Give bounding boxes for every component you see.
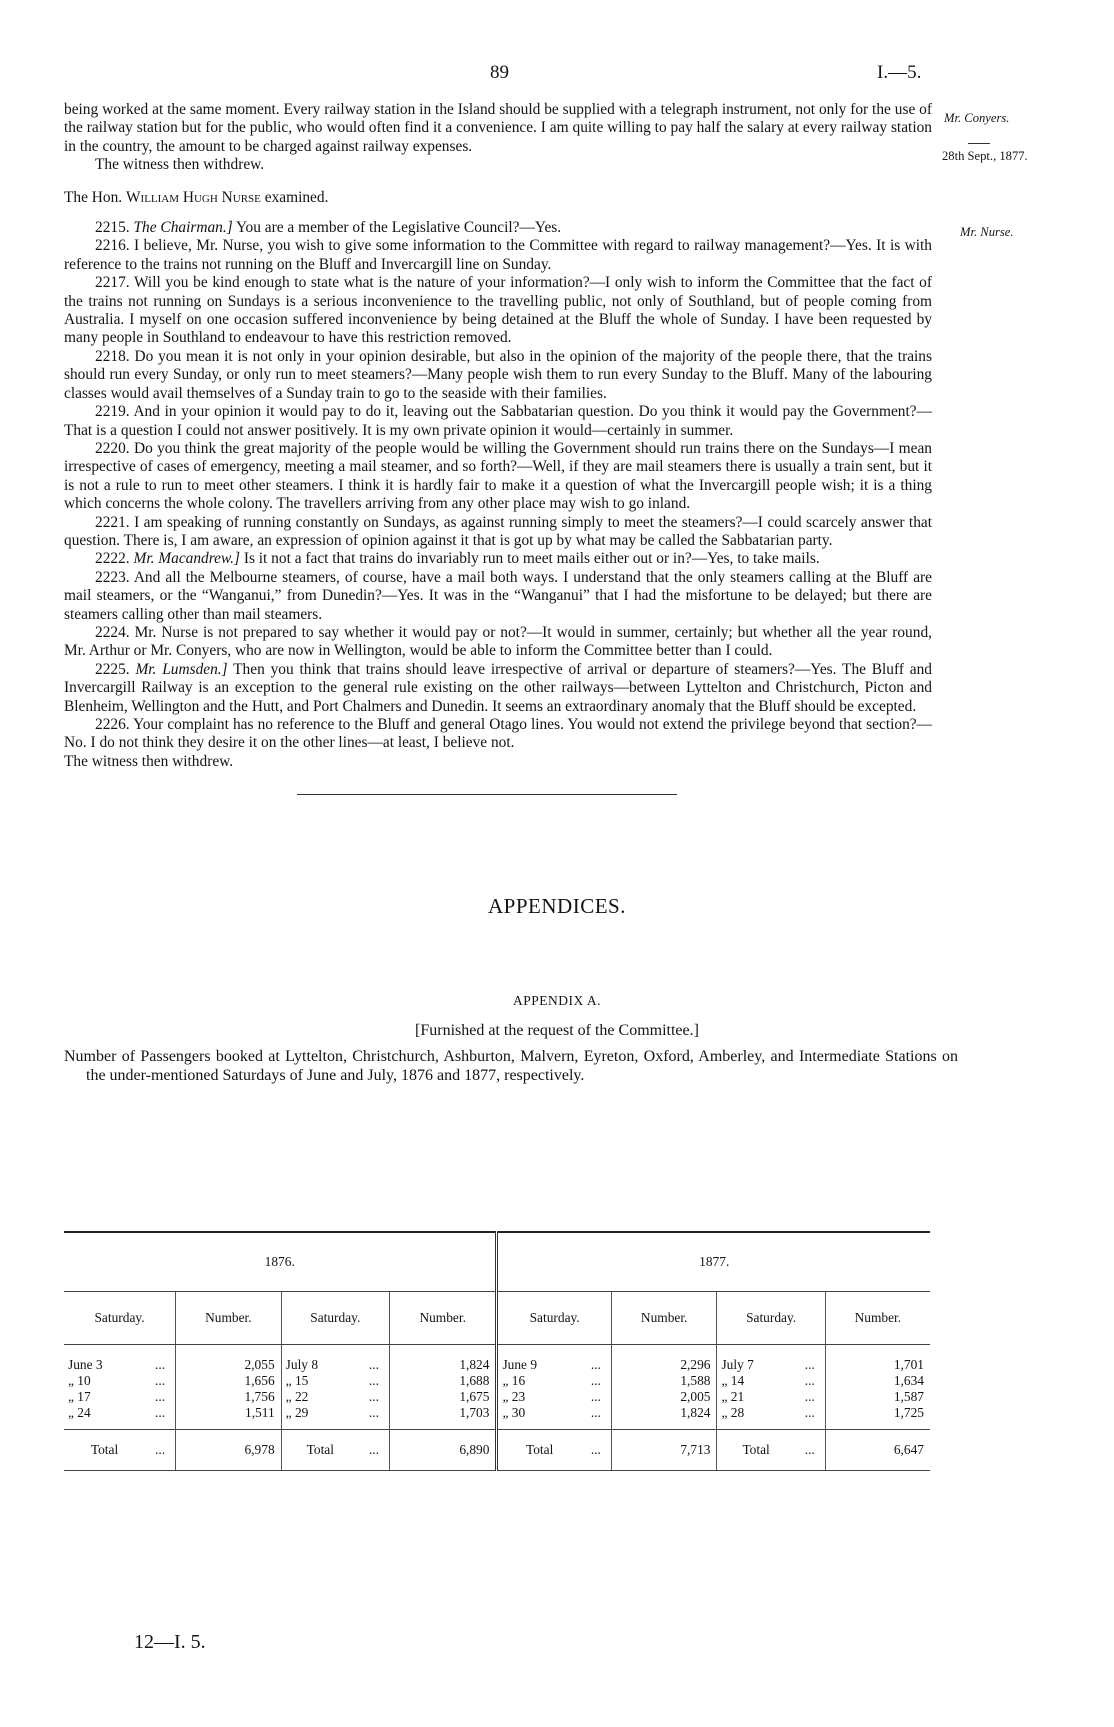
question-text: Then you think that trains should leave irrespective of arrival or departure of steamers?—Yes. The Bluff and Invercargill Railway is an exception to the general rule existing on the other railways—between Lyttelton and Christchurch, Picton and Blenheim, Wellington and the Hutt, and Port Chalmers and Dunedin. It seems an extraordinary anomaly that the Bluff should be excepted. [64, 660, 932, 715]
question-2217: 2217. Will you be kind enough to state what is the nature of your information?—I only wish to inform the Committee that the fact of the trains not running on Sundays is a serious inconvenience to the travelling public, not only of Southland, but of people coming from Australia. I myself on one occasion suffered inconvenience by being detained at the Bluff the whole of Sunday. I have been requested by many people in Southland to endeavour to have this restriction removed. [64, 274, 932, 347]
question-number: 2225. [95, 660, 130, 678]
speaker: Mr. Macandrew.] [133, 550, 240, 568]
section-divider [297, 794, 677, 795]
total-value: 6,890 [389, 1430, 497, 1471]
leader-dots: ... [145, 1430, 176, 1471]
col-number: Number. [176, 1292, 282, 1345]
number-cell: 1,634 [825, 1373, 930, 1389]
number-cell: 1,675 [389, 1389, 497, 1405]
speaker: The Chairman.] [133, 219, 233, 237]
table-row [64, 1405, 930, 1430]
leader-dots: ... [590, 1357, 601, 1372]
leader-dots: ... [590, 1373, 601, 1388]
year-1876: 1876. [64, 1232, 497, 1292]
number-cell: 2,055 [176, 1345, 282, 1374]
examined-prefix: The Hon. [64, 188, 123, 206]
date-cell: „ 21 [717, 1389, 795, 1405]
date-cell: „ 24 [68, 1405, 91, 1420]
total-value: 6,647 [825, 1430, 930, 1471]
total-label: Total [497, 1430, 581, 1471]
totals-row [64, 1430, 930, 1471]
examined-name: William Hugh Nurse [126, 188, 261, 206]
number-cell: 1,688 [389, 1373, 497, 1389]
leader-dots: ... [804, 1373, 815, 1388]
page-number: 89 [490, 62, 509, 83]
date-cell: „ 23 [497, 1389, 581, 1405]
appendices-heading: APPENDICES. [488, 894, 626, 918]
col-saturday: Saturday. [717, 1292, 825, 1345]
date-cell: „ 10 [68, 1373, 91, 1388]
passengers-table [64, 1231, 930, 1471]
number-cell: 1,725 [825, 1405, 930, 1430]
leader-dots: ... [590, 1389, 601, 1404]
date-cell: June 9 [497, 1345, 581, 1374]
question-2222 [64, 550, 932, 568]
date-cell: „ 15 [281, 1373, 359, 1389]
date-cell: „ 29 [281, 1405, 359, 1430]
date-cell: „ 30 [497, 1405, 581, 1430]
leader-dots: ... [804, 1389, 815, 1404]
number-cell: 1,511 [176, 1405, 282, 1430]
leader-dots: ... [590, 1405, 601, 1420]
question-2218: 2218. Do you mean it is not only in your opinion desirable, but also in the opinion of the majority of the people there, that the trains should run every Sunday, or only run to meet steamers?—Many people wish them to run every Sunday to the Bluff. Many of the labouring classes would avail themselves of a Sunday train to go to the seaside with their families. [64, 347, 932, 402]
number-cell: 2,005 [611, 1389, 717, 1405]
col-number: Number. [825, 1292, 930, 1345]
paragraph-intro: being worked at the same moment. Every railway station in the Island should be supplied with a telegraph instrument, not only for the use of the railway station but for the public, who would often find it a convenience. I am quite willing to pay half the salary at every railway station in the country, the amount to be charged against railway expenses. [64, 101, 932, 155]
table-caption: Number of Passengers booked at Lyttelton, Christchurch, Ashburton, Malvern, Eyreton, Oxford, Amberley, and Intermediate Stations on the under-mentioned Saturdays of June and July, 1876 and 1877, respectively. [64, 1048, 958, 1084]
date-cell: „ 28 [717, 1405, 795, 1430]
number-cell: 1,701 [825, 1345, 930, 1374]
col-number: Number. [389, 1292, 497, 1345]
question-2226: 2226. Your complaint has no reference to the Bluff and general Otago lines. You would not extend the privilege beyond that section?—No. I do not think they desire it on the other lines—at least, I believe not. [64, 716, 932, 752]
col-saturday: Saturday. [497, 1292, 611, 1345]
number-cell: 1,824 [611, 1405, 717, 1430]
column-header-row [64, 1292, 930, 1345]
leader-dots: ... [368, 1405, 379, 1420]
leader-dots: ... [368, 1389, 379, 1404]
witness-withdrew-1: The witness then withdrew. [95, 156, 265, 174]
examined-suffix: examined. [264, 188, 329, 206]
question-2221: 2221. I am speaking of running constantly on Sundays, as against running simply to meet the steamers?—I could scarcely answer that question. There is, I am aware, an expression of opinion against it that is got up by what may be called the Sabbatarian party. [64, 513, 932, 549]
question-2219: 2219. And in your opinion it would pay to do it, leaving out the Sabbatarian question. Do you think it would pay the Government?—That is a question I could not answer positively. It is my own private opinion it would—certainly in summer. [64, 403, 932, 439]
table-row [64, 1345, 930, 1374]
date-cell: „ 16 [497, 1373, 581, 1389]
question-text: You are a member of the Legislative Council?—Yes. [235, 219, 562, 237]
furnished-note: [Furnished at the request of the Committee.] [415, 1022, 699, 1039]
number-cell: 1,824 [389, 1345, 497, 1374]
leader-dots: ... [359, 1430, 390, 1471]
year-header-row [64, 1232, 930, 1292]
leader-dots: ... [368, 1357, 379, 1372]
number-cell: 1,703 [389, 1405, 497, 1430]
leader-dots: ... [155, 1389, 166, 1404]
sidenote-rule [968, 143, 990, 144]
question-2224: 2224. Mr. Nurse is not prepared to say whether it would pay or not?—It would in summer, certainly; but whether all the year round, Mr. Arthur or Mr. Conyers, who are now in Wellington, would be able to inform the Committee better than I could. [64, 623, 932, 660]
table-row [64, 1389, 930, 1405]
number-cell: 1,656 [176, 1373, 282, 1389]
date-cell: June 3 [68, 1357, 103, 1372]
sidenote-conyers: Mr. Conyers. [944, 111, 1010, 125]
total-label: Total [281, 1430, 359, 1471]
number-cell: 2,296 [611, 1345, 717, 1374]
leader-dots: ... [155, 1405, 166, 1420]
leader-dots: ... [804, 1405, 815, 1420]
date-cell: July 8 [281, 1345, 359, 1374]
leader-dots: ... [795, 1430, 826, 1471]
date-cell: „ 17 [68, 1389, 91, 1404]
question-2216: 2216. I believe, Mr. Nurse, you wish to give some information to the Committee with regard to railway management?—Yes. It is with reference to the trains not running on the Bluff and Invercargill line on Sunday. [64, 237, 932, 273]
document-reference: I.—5. [877, 62, 922, 83]
speaker: Mr. Lumsden.] [135, 660, 228, 678]
total-value: 6,978 [176, 1430, 282, 1471]
leader-dots: ... [155, 1373, 166, 1388]
sidenote-date: 28th Sept., 1877. [942, 149, 1028, 163]
total-value: 7,713 [611, 1430, 717, 1471]
total-label: Total [717, 1430, 795, 1471]
testimony-body [64, 101, 932, 771]
question-number: 2222. [95, 550, 130, 568]
leader-dots: ... [581, 1430, 612, 1471]
number-cell: 1,588 [611, 1373, 717, 1389]
date-cell: July 7 [717, 1345, 795, 1374]
leader-dots: ... [368, 1373, 379, 1388]
examination-heading [64, 189, 932, 207]
appendix-a-heading: APPENDIX A. [512, 993, 601, 1008]
table-row [64, 1373, 930, 1389]
witness-withdrew-2: The witness then withdrew. [64, 752, 234, 770]
year-1877: 1877. [497, 1232, 930, 1292]
signature-mark: 12—I. 5. [134, 1631, 206, 1653]
col-saturday: Saturday. [281, 1292, 389, 1345]
question-2215 [64, 219, 932, 237]
question-2220: 2220. Do you think the great majority of the people would be willing the Government should run trains there on the Sundays—I mean irrespective of cases of emergency, meeting a mail steamer, and so forth?—Well, if they are mail steamers there is usually a train sent, but it is not a rule to run to meet other steamers. I think it is hardly fair to make it a question of what the Invercargill people wish; it is a thing which concerns the whole colony. The travellers arriving from any other place may wish to go inland. [64, 439, 932, 513]
date-cell: „ 14 [717, 1373, 795, 1389]
question-2223: 2223. And all the Melbourne steamers, of course, have a mail both ways. I understand that the only steamers calling at the Bluff are mail steamers, or the “Wanganui,” from Dunedin?—Yes. It was in the “Wanganui” that I had the misfortune to be delayed; but there are steamers calling other than mail steamers. [64, 568, 932, 623]
question-text: Is it not a fact that trains do invariably run to meet mails either out or in?—Yes, to take mails. [243, 550, 820, 568]
date-cell: „ 22 [281, 1389, 359, 1405]
leader-dots: ... [155, 1357, 166, 1372]
col-number: Number. [611, 1292, 717, 1345]
total-label: Total [64, 1430, 145, 1471]
number-cell: 1,756 [176, 1389, 282, 1405]
number-cell: 1,587 [825, 1389, 930, 1405]
question-2225 [64, 661, 932, 716]
sidenote-nurse: Mr. Nurse. [960, 225, 1014, 239]
leader-dots: ... [804, 1357, 815, 1372]
question-number: 2215. [95, 219, 130, 237]
col-saturday: Saturday. [64, 1292, 176, 1345]
